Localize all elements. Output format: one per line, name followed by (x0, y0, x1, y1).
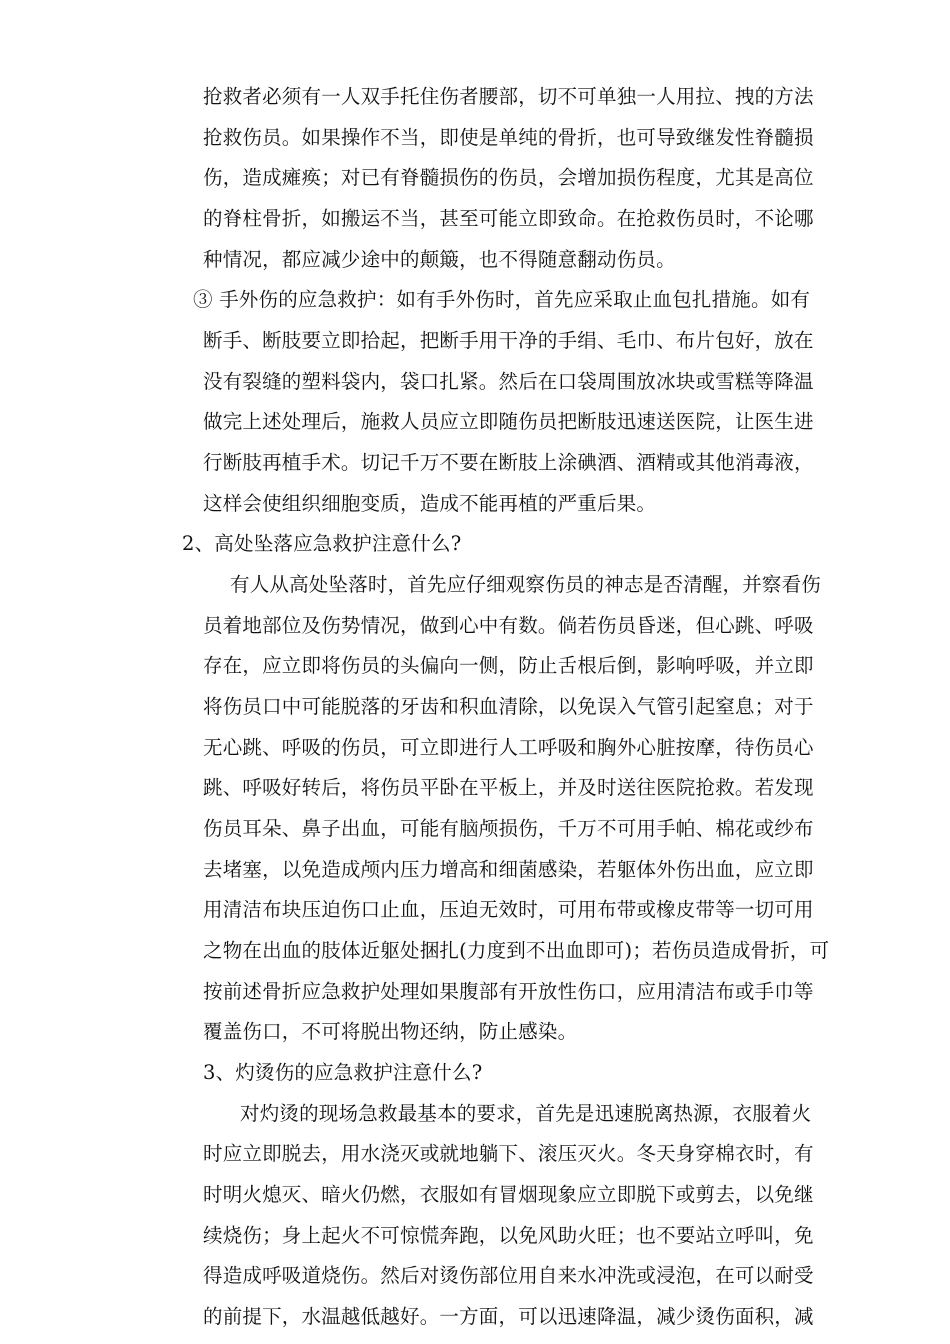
paragraph-line: 种情况，都应减少途中的颠簸，也不得随意翻动伤员。 (203, 248, 676, 271)
paragraph-line: 的脊柱骨折，如搬运不当，甚至可能立即致命。在抢救伤员时，不论哪 (203, 207, 814, 230)
paragraph-line: 覆盖伤口，不可将脱出物还纳，防止感染。 (203, 1020, 578, 1043)
paragraph-line: 续烧伤；身上起火不可惊慌奔跑，以免风助火旺；也不要站立呼叫，免 (203, 1224, 814, 1247)
paragraph-line: 按前述骨折应急救护处理如果腹部有开放性伤口，应用清洁布或手巾等 (203, 980, 814, 1003)
paragraph-line: 之物在出血的肢体近躯处捆扎(力度到不出血即可)；若伤员造成骨折，可 (203, 939, 830, 962)
paragraph-line: 这样会使组织细胞变质，造成不能再植的严重后果。 (203, 492, 657, 515)
paragraph-line: 做完上述处理后，施救人员应立即随伤员把断肢迅速送医院，让医生进 (203, 410, 814, 433)
paragraph-line: 存在，应立即将伤员的头偏向一侧，防止舌根后倒，影响呼吸，并立即 (203, 654, 814, 677)
paragraph-line: 将伤员口中可能脱落的牙齿和积血清除，以免误入气管引起窒息；对于 (203, 695, 814, 718)
paragraph-line: 去堵塞，以免造成颅内压力增高和细菌感染，若躯体外伤出血，应立即 (203, 858, 814, 881)
paragraph-line: 抢救伤员。如果操作不当，即使是单纯的骨折，也可导致继发性脊髓损 (203, 126, 814, 149)
paragraph-line: 有人从高处坠落时，首先应仔细观察伤员的神志是否清醒，并察看伤 (230, 573, 822, 596)
paragraph-line: 的前提下，水温越低越好。一方面，可以迅速降温，减少烫伤面积，减 (203, 1305, 814, 1328)
paragraph-line: 伤，造成瘫痪；对已有脊髓损伤的伤员，会增加损伤程度，尤其是高位 (203, 166, 814, 189)
paragraph-line: 员着地部位及伤势情况，做到心中有数。倘若伤员昏迷，但心跳、呼吸 (203, 614, 814, 637)
paragraph-line: 抢救者必须有一人双手托住伤者腰部，切不可单独一人用拉、拽的方法 (203, 85, 814, 108)
paragraph-line: 时应立即脱去，用水浇灭或就地躺下、滚压灭火。冬天身穿棉衣时，有 (203, 1142, 814, 1165)
paragraph-line: 对灼烫的现场急救最基本的要求，首先是迅速脱离热源，衣服着火 (240, 1102, 812, 1125)
section-heading: 3、灼烫伤的应急救护注意什么? (203, 1061, 483, 1084)
paragraph-line: 伤员耳朵、鼻子出血，可能有脑颅损伤，千万不可用手帕、棉花或纱布 (203, 817, 814, 840)
paragraph-line: 用清洁布块压迫伤口止血，压迫无效时，可用布带或橡皮带等一切可用 (203, 898, 814, 921)
paragraph-line: 没有裂缝的塑料袋内，袋口扎紧。然后在口袋周围放冰块或雪糕等降温 (203, 370, 814, 393)
paragraph-line: 断手、断肢要立即拾起，把断手用干净的手绢、毛巾、布片包好，放在 (203, 329, 814, 352)
paragraph-line: 行断肢再植手术。切记千万不要在断肢上涂碘酒、酒精或其他消毒液， (203, 451, 814, 474)
paragraph-line: 时明火熄灭、暗火仍燃，衣服如有冒烟现象应立即脱下或剪去，以免继 (203, 1183, 814, 1206)
section-heading: 2、高处坠落应急救护注意什么? (182, 532, 462, 555)
paragraph-line: 得造成呼吸道烧伤。然后对烫伤部位用自来水冲洗或浸泡，在可以耐受 (203, 1264, 814, 1287)
list-item-hand-injury: ③ 手外伤的应急救护：如有手外伤时，首先应采取止血包扎措施。如有 (193, 288, 811, 311)
paragraph-line: 跳、呼吸好转后，将伤员平卧在平板上，并及时送往医院抢救。若发现 (203, 776, 814, 799)
paragraph-line: 无心跳、呼吸的伤员，可立即进行人工呼吸和胸外心脏按摩，待伤员心 (203, 736, 814, 759)
